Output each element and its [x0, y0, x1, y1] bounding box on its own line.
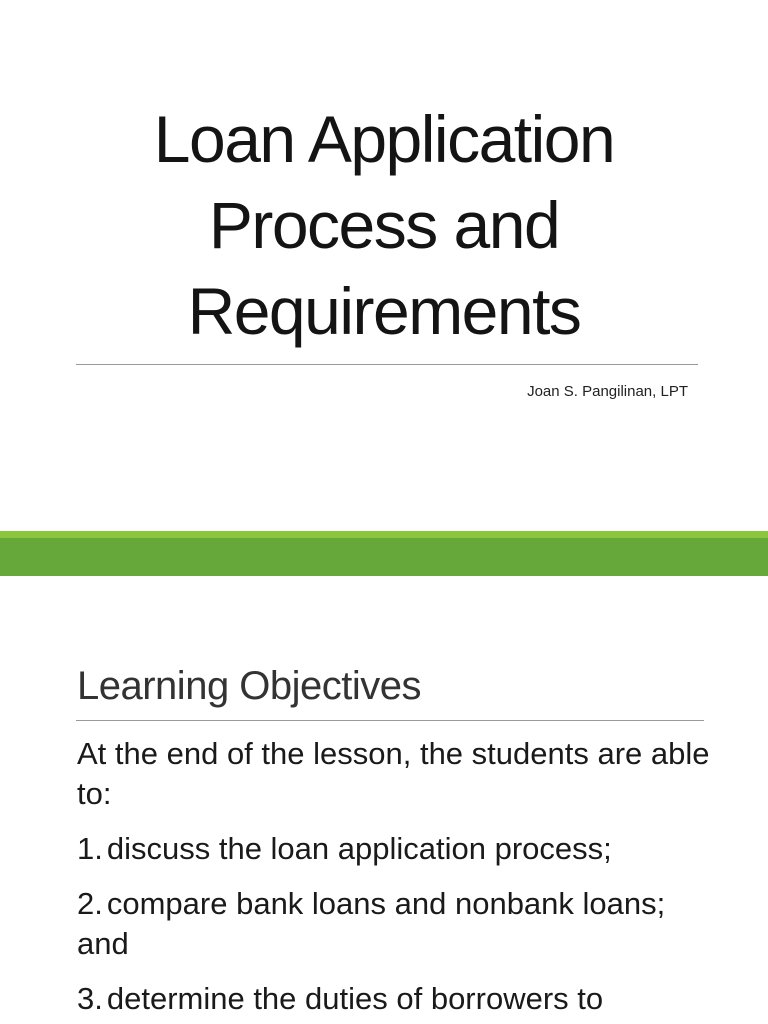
- objective-number: 1.: [77, 831, 103, 866]
- intro-paragraph: At the end of the lesson, the students are able to:: [77, 736, 710, 811]
- objective-item: [77, 979, 717, 1019]
- objective-text: compare bank loans and nonbank loans; and: [77, 886, 666, 961]
- author-name: Joan S. Pangilinan, LPT: [527, 383, 688, 400]
- objective-number: 3.: [77, 981, 103, 1016]
- section-heading: Learning Objectives: [77, 664, 422, 708]
- objectives-body: [77, 734, 717, 1024]
- slide-title: [40, 96, 728, 354]
- heading-divider: [76, 720, 704, 721]
- objective-item: [77, 829, 717, 869]
- title-line: Loan Application: [153, 102, 615, 176]
- slide-separator-highlight: [0, 531, 768, 538]
- objective-text: determine the duties of borrowers to: [106, 981, 604, 1016]
- title-line: Requirements: [187, 274, 581, 348]
- objective-number: 2.: [77, 886, 103, 921]
- title-divider: [76, 364, 698, 365]
- objective-item: [77, 884, 717, 964]
- objectives-slide: [0, 576, 768, 1024]
- title-line: Process and: [208, 188, 560, 262]
- objective-text: discuss the loan application process;: [106, 831, 612, 866]
